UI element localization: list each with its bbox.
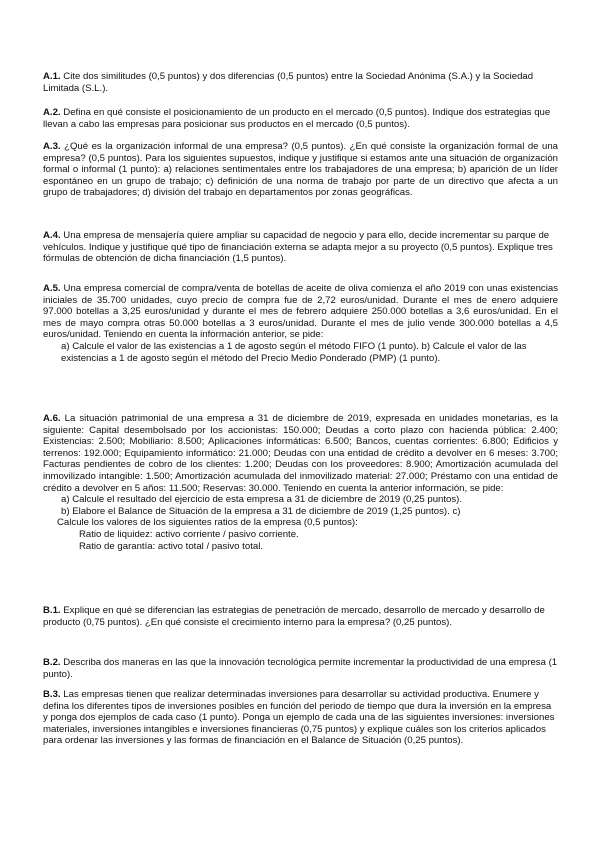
question-number: A.4. xyxy=(43,230,61,241)
question-b2 xyxy=(43,657,558,680)
question-number: A.1. xyxy=(43,71,61,82)
question-number: A.2. xyxy=(43,107,61,118)
question-number: A.5. xyxy=(43,283,61,294)
subpart-b: b) Elabore el Balance de Situación de la empresa a 31 de diciembre de 2019 (1,25 puntos). c) xyxy=(61,505,461,517)
question-a1 xyxy=(43,71,558,94)
question-body xyxy=(43,283,558,341)
question-subparts: a) Calcule el valor de las existencias a 1 de agosto según el método FIFO (1 punto). b) Calcule el valor de las existencias a 1 de agosto según el método del Precio Medio Ponderado (PMP) (1 punto). xyxy=(61,340,527,364)
question-a4 xyxy=(43,230,558,265)
question-a6 xyxy=(43,413,558,552)
question-text: Defina en qué consiste el posicionamiento de un producto en el mercado (0,5 puntos). Indique dos estrategias que llevan a cabo las empresas para posicionar sus productos en el mercado (0,5 puntos). xyxy=(43,107,551,130)
question-number: B.3. xyxy=(43,689,61,700)
question-text: Describa dos maneras en las que la innovación tecnológica permite incrementar la productividad de una empresa (1 punto). xyxy=(43,657,558,680)
question-text: Las empresas tienen que realizar determinadas inversiones para desarrollar su actividad productiva. Enumere y defina los diferentes tipos de inversiones posibles en función del periodo de tiempo que dura la inversión en la empresa y ponga dos ejemplos de cada caso (1 punto). Ponga un ejemplo de cada una de las siguientes inversiones: inversiones materiales, inversiones intangibles e inversiones financieras (0,75 puntos) y explique cuáles son los criterios aplicados para ordenar las inversiones y las formas de financiación en el Balance de Situación (0,25 puntos). xyxy=(43,689,555,747)
question-number: B.1. xyxy=(43,605,61,616)
question-number: B.2. xyxy=(43,657,61,668)
ratio-garantia: Ratio de garantía: activo total / pasivo total. xyxy=(79,540,263,552)
question-text: Explique en qué se diferencian las estrategias de penetración de mercado, desarrollo de mercado y desarrollo de producto (0,75 puntos). ¿En qué consiste el crecimiento interno para la empresa? (0,25 puntos). xyxy=(43,605,545,628)
question-a2 xyxy=(43,107,558,130)
question-text: Cite dos similitudes (0,5 puntos) y dos diferencias (0,5 puntos) entre la Sociedad Anónima (S.A.) y la Sociedad Limitada (S.L.). xyxy=(43,71,534,94)
question-b1 xyxy=(43,605,558,628)
question-number: A.3. xyxy=(43,141,61,152)
subpart-c: Calcule los valores de los siguientes ratios de la empresa (0,5 puntos): xyxy=(57,517,358,529)
question-b3 xyxy=(43,689,558,747)
ratio-liquidez: Ratio de liquidez: activo corriente / pasivo corriente. xyxy=(79,528,299,540)
subpart-a: a) Calcule el resultado del ejercicio de esta empresa a 31 de diciembre de 2019 (0,25 puntos). xyxy=(61,494,463,506)
question-a5 xyxy=(43,283,558,364)
question-text: Una empresa de mensajería quiere ampliar su capacidad de negocio y para ello, decide incrementar su parque de vehículos. Indique y justifique qué tipo de financiación externa se adapta mejor a su proyecto (0,5 puntos). Explique tres fórmulas de obtención de dicha financiación (1,5 puntos). xyxy=(43,230,553,265)
question-body xyxy=(43,413,558,494)
question-text: La situación patrimonial de una empresa a 31 de diciembre de 2019, expresada en unidades monetarias, es la siguiente: Capital desembolsado por los accionistas: 150.000; Deudas a corto plazo con hacienda pública: 2.400; Existencias: 2.500; Mobiliario: 8.500; Aplicaciones informáticas: 6.500; Bancos, cuentas corrientes: 6.800; Edificios y terrenos: 192.000; Equipamiento informático: 21.000; Deudas con una entidad de crédito a devolver en 6 meses: 3.700; Facturas pendientes de cobro de los clientes: 1.200; Deudas con los proveedores: 8.900; Amortización acumulada del inmovilizado intangible: 1.500; Amortización acumulada del inmovilizado material: 27.000; Préstamo con una entidad de crédito a devolver en 5 años: 11.500; Reservas: 30.000. Teniendo en cuenta la anterior información, se pide: xyxy=(43,413,558,494)
question-a3 xyxy=(43,141,558,199)
question-number: A.6. xyxy=(43,413,61,424)
question-text: ¿Qué es la organización informal de una empresa? (0,5 puntos). ¿En qué consiste la organización formal de una empresa? (0,5 puntos). Para los siguientes supuestos, indique y justifique si estamos ante una situación de organización formal o informal (1 punto): a) relaciones sentimentales entre los trabajadores de una empresa; b) aparición de un líder espontáneo en un grupo de trabajo; c) definición de una norma de trabajo por parte de un directivo que afecta a un grupo de trabajadores; d) división del trabajo en departamentos por zonas geográficas. xyxy=(43,141,558,199)
question-text: Una empresa comercial de compra/venta de botellas de aceite de oliva comienza el año 2019 con unas existencias iniciales de 35.700 unidades, cuyo precio de compra fue de 2,72 euros/unidad. Durante el mes de enero adquiere 97.000 botellas a 3,25 euros/unidad y durante el mes de febrero adquiere 250.000 botellas a 3,6 euros/unidad. En el mes de mayo compra otras 50.000 botellas a 3 euros/unidad. Durante el mes de julio vende 300.000 botellas a 4,5 euros/unidad. Teniendo en cuenta la información anterior, se pide: xyxy=(43,283,558,341)
